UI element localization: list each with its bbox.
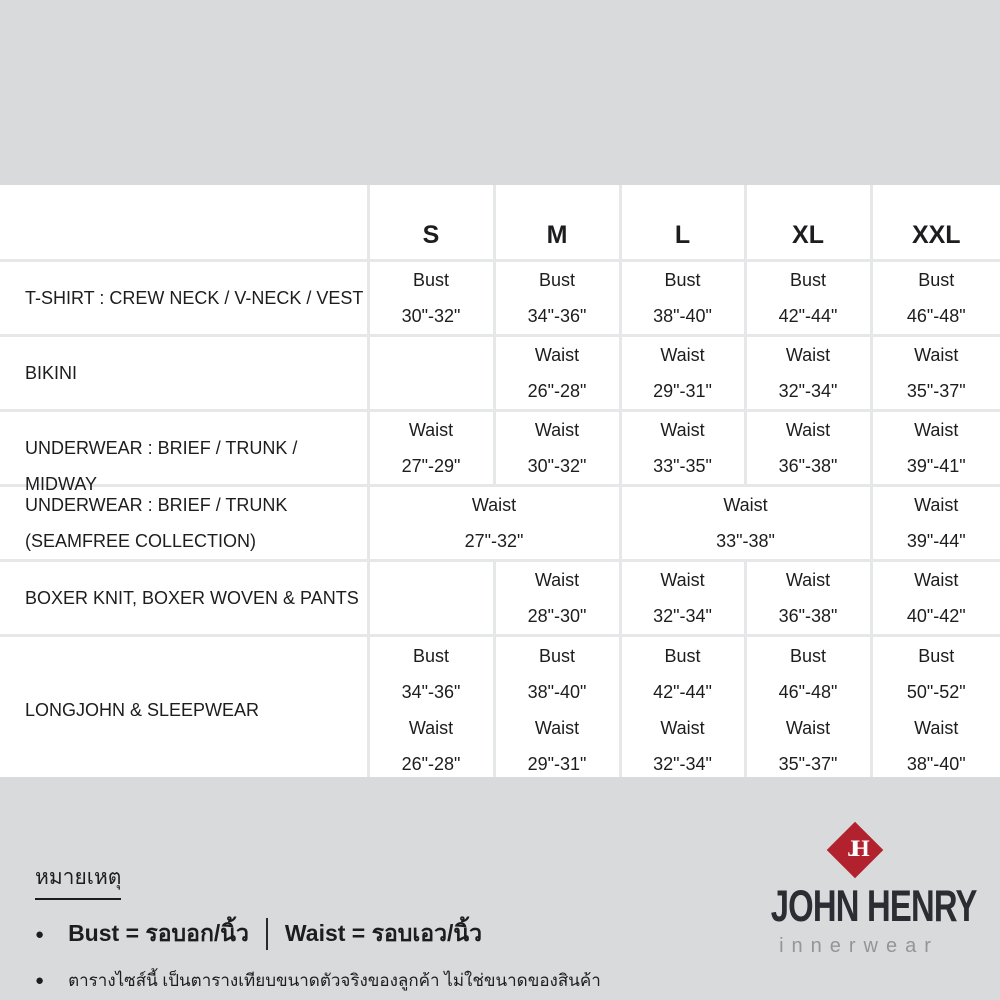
measurement-line: 28"-30" xyxy=(527,605,587,626)
measurement-cell xyxy=(871,485,1000,560)
disclaimer-text: ตารางไซส์นี้ เป็นตารางเทียบขนาดตัวจริงของลูกค้า ไม่ใช่ขนาดของสินค้า xyxy=(68,971,601,990)
measurement-cell xyxy=(620,410,745,485)
table-row xyxy=(0,485,1000,560)
brand-name-text: JOHN HENRY xyxy=(770,881,977,931)
measurement-cell xyxy=(368,560,494,635)
brand-name xyxy=(745,881,977,931)
measurement-line: Bust xyxy=(664,646,701,667)
measurement-line: Waist xyxy=(660,718,705,739)
measurement-line: 38"-40" xyxy=(527,682,587,703)
measurement-cell xyxy=(871,635,1000,784)
notes-heading xyxy=(35,861,735,900)
measurement-cell xyxy=(620,260,745,335)
measurement-line: 42"-44" xyxy=(653,682,712,703)
measurement-line: Waist xyxy=(408,419,454,440)
measurement-cell xyxy=(871,335,1000,410)
measurement-line: Waist xyxy=(534,419,580,440)
measurement-cell xyxy=(620,560,745,635)
measurement-line: Waist xyxy=(723,494,768,515)
measurement-line: Waist xyxy=(785,718,831,739)
measurement-line: 36"-38" xyxy=(778,605,838,626)
measurement-cell xyxy=(494,635,620,784)
row-label xyxy=(0,335,368,410)
measurement-line: 39"-44" xyxy=(906,530,966,551)
measurement-line: 29"-31" xyxy=(653,380,712,401)
brand-diamond-icon xyxy=(826,821,884,879)
measurement-line: Bust xyxy=(789,646,827,667)
measurement-line: Waist xyxy=(785,569,831,590)
measurement-line: Waist xyxy=(534,344,580,365)
row-label-line: LONGJOHN & SLEEPWEAR xyxy=(25,700,260,721)
measurement-line: 33"-35" xyxy=(653,455,712,476)
size-chart-body xyxy=(0,260,1000,784)
measurement-cell xyxy=(745,635,871,784)
row-label-line: BOXER KNIT, BOXER WOVEN & PANTS xyxy=(25,587,359,608)
measurement-line: Waist xyxy=(914,344,959,365)
row-label xyxy=(0,410,368,494)
measurement-line: 38"-40" xyxy=(906,754,966,775)
measurement-cell xyxy=(871,560,1000,635)
measurement-line: 46"-48" xyxy=(906,305,966,326)
measurement-line: 32"-34" xyxy=(653,754,712,775)
measurement-cell xyxy=(620,485,871,560)
footer-section xyxy=(0,777,1000,1000)
measurement-line: 34"-36" xyxy=(401,682,461,703)
measurement-cell xyxy=(620,335,745,410)
size-header-row xyxy=(0,185,1000,260)
measurement-cell xyxy=(745,410,871,485)
row-label xyxy=(0,485,368,560)
measurement-line: 27"-32" xyxy=(464,530,524,551)
row-label xyxy=(0,635,368,784)
measurement-line: Waist xyxy=(660,344,705,365)
measurement-line: Bust xyxy=(918,269,955,290)
measurement-line: 46"-48" xyxy=(778,682,838,703)
measurement-line: Waist xyxy=(785,419,831,440)
bust-definition-text: Bust = รอบอก/นิ้ว xyxy=(68,920,249,946)
measurement-line: 27"-29" xyxy=(401,455,461,476)
row-label-line: (SEAMFREE COLLECTION) xyxy=(25,530,257,551)
brand-tagline: innerwear xyxy=(779,935,939,957)
measurement-line: Waist xyxy=(914,419,959,440)
measurement-line: 30"-32" xyxy=(527,455,587,476)
measurement-line: 42"-44" xyxy=(778,305,838,326)
measurement-line: Waist xyxy=(660,419,705,440)
measurement-line: 34"-36" xyxy=(527,305,587,326)
measurement-line: Waist xyxy=(660,569,705,590)
notes-section xyxy=(35,861,735,994)
brand-monogram: JH xyxy=(847,836,863,861)
corner-cell xyxy=(0,185,368,260)
note-disclaimer xyxy=(35,967,735,994)
measurement-line: Waist xyxy=(408,718,454,739)
measurement-line: Bust xyxy=(538,646,576,667)
measurement-line: 33"-38" xyxy=(716,530,775,551)
size-column-header-XL: XL xyxy=(745,185,871,260)
measurement-line: Bust xyxy=(538,269,576,290)
measurement-line: Bust xyxy=(664,269,701,290)
size-column-header-XXL: XXL xyxy=(871,185,1000,260)
measurement-line: 40"-42" xyxy=(906,605,966,626)
measurement-cell xyxy=(368,335,494,410)
measurement-line: 50"-52" xyxy=(906,682,966,703)
measurement-line: 38"-40" xyxy=(653,305,712,326)
size-column-header-M: M xyxy=(494,185,620,260)
measurement-cell xyxy=(871,410,1000,485)
measurement-line: 36"-38" xyxy=(778,455,838,476)
measurement-line: 35"-37" xyxy=(778,754,838,775)
row-label-line: UNDERWEAR : BRIEF / TRUNK xyxy=(25,494,288,515)
measurement-line: Bust xyxy=(789,269,827,290)
measurement-line: Waist xyxy=(471,494,517,515)
measurement-line: Waist xyxy=(914,494,959,515)
measurement-cell xyxy=(745,560,871,635)
measurement-line: 32"-34" xyxy=(778,380,838,401)
measurement-line: Waist xyxy=(534,569,580,590)
measurement-line: Bust xyxy=(918,646,955,667)
measurement-line: 39"-41" xyxy=(906,455,966,476)
table-section xyxy=(0,185,1000,777)
header-row xyxy=(0,185,1000,260)
size-column-header-L: L xyxy=(620,185,745,260)
measurement-cell xyxy=(494,335,620,410)
measurement-cell xyxy=(745,335,871,410)
table-row xyxy=(0,560,1000,635)
measurement-cell xyxy=(871,260,1000,335)
divider-line xyxy=(266,918,268,950)
row-label-line: BIKINI xyxy=(25,362,78,383)
measurement-line: Bust xyxy=(412,269,450,290)
table-row xyxy=(0,335,1000,410)
measurement-cell xyxy=(368,410,494,485)
measurement-cell xyxy=(494,410,620,485)
measurement-cell xyxy=(368,485,620,560)
measurement-line: Waist xyxy=(785,344,831,365)
waist-definition-text: Waist = รอบเอว/นิ้ว xyxy=(284,920,483,946)
measurement-cell xyxy=(620,635,745,784)
notes-heading-text: หมายเหตุ xyxy=(35,861,121,900)
measurement-line: Waist xyxy=(914,718,959,739)
note-measure-definitions xyxy=(35,916,735,952)
brand-logo xyxy=(745,821,977,958)
row-label xyxy=(0,560,368,635)
size-chart-table xyxy=(0,185,1000,784)
measurement-cell xyxy=(745,260,871,335)
measurement-line: Bust xyxy=(412,646,450,667)
row-label xyxy=(0,260,368,335)
measurement-line: 29"-31" xyxy=(527,754,587,775)
row-label-line: T-SHIRT : CREW NECK / V-NECK / VEST xyxy=(25,287,364,308)
measurement-line: 26"-28" xyxy=(401,754,461,775)
size-column-header-S: S xyxy=(368,185,494,260)
measurement-cell xyxy=(368,260,494,335)
table-row xyxy=(0,410,1000,485)
measurement-line: 26"-28" xyxy=(527,380,587,401)
bullet-icon: ● xyxy=(35,972,45,989)
measurement-line: 30"-32" xyxy=(401,305,461,326)
table-row xyxy=(0,635,1000,784)
measurement-cell xyxy=(368,635,494,784)
measurement-line: Waist xyxy=(914,569,959,590)
row-label-line: UNDERWEAR : BRIEF / TRUNK / MIDWAY xyxy=(25,437,298,494)
measurement-line: 32"-34" xyxy=(653,605,712,626)
bullet-icon: ● xyxy=(35,925,45,943)
measurement-line: 35"-37" xyxy=(906,380,966,401)
measurement-line: Waist xyxy=(534,718,580,739)
measurement-cell xyxy=(494,560,620,635)
table-row xyxy=(0,260,1000,335)
measurement-cell xyxy=(494,260,620,335)
top-band xyxy=(0,0,1000,185)
